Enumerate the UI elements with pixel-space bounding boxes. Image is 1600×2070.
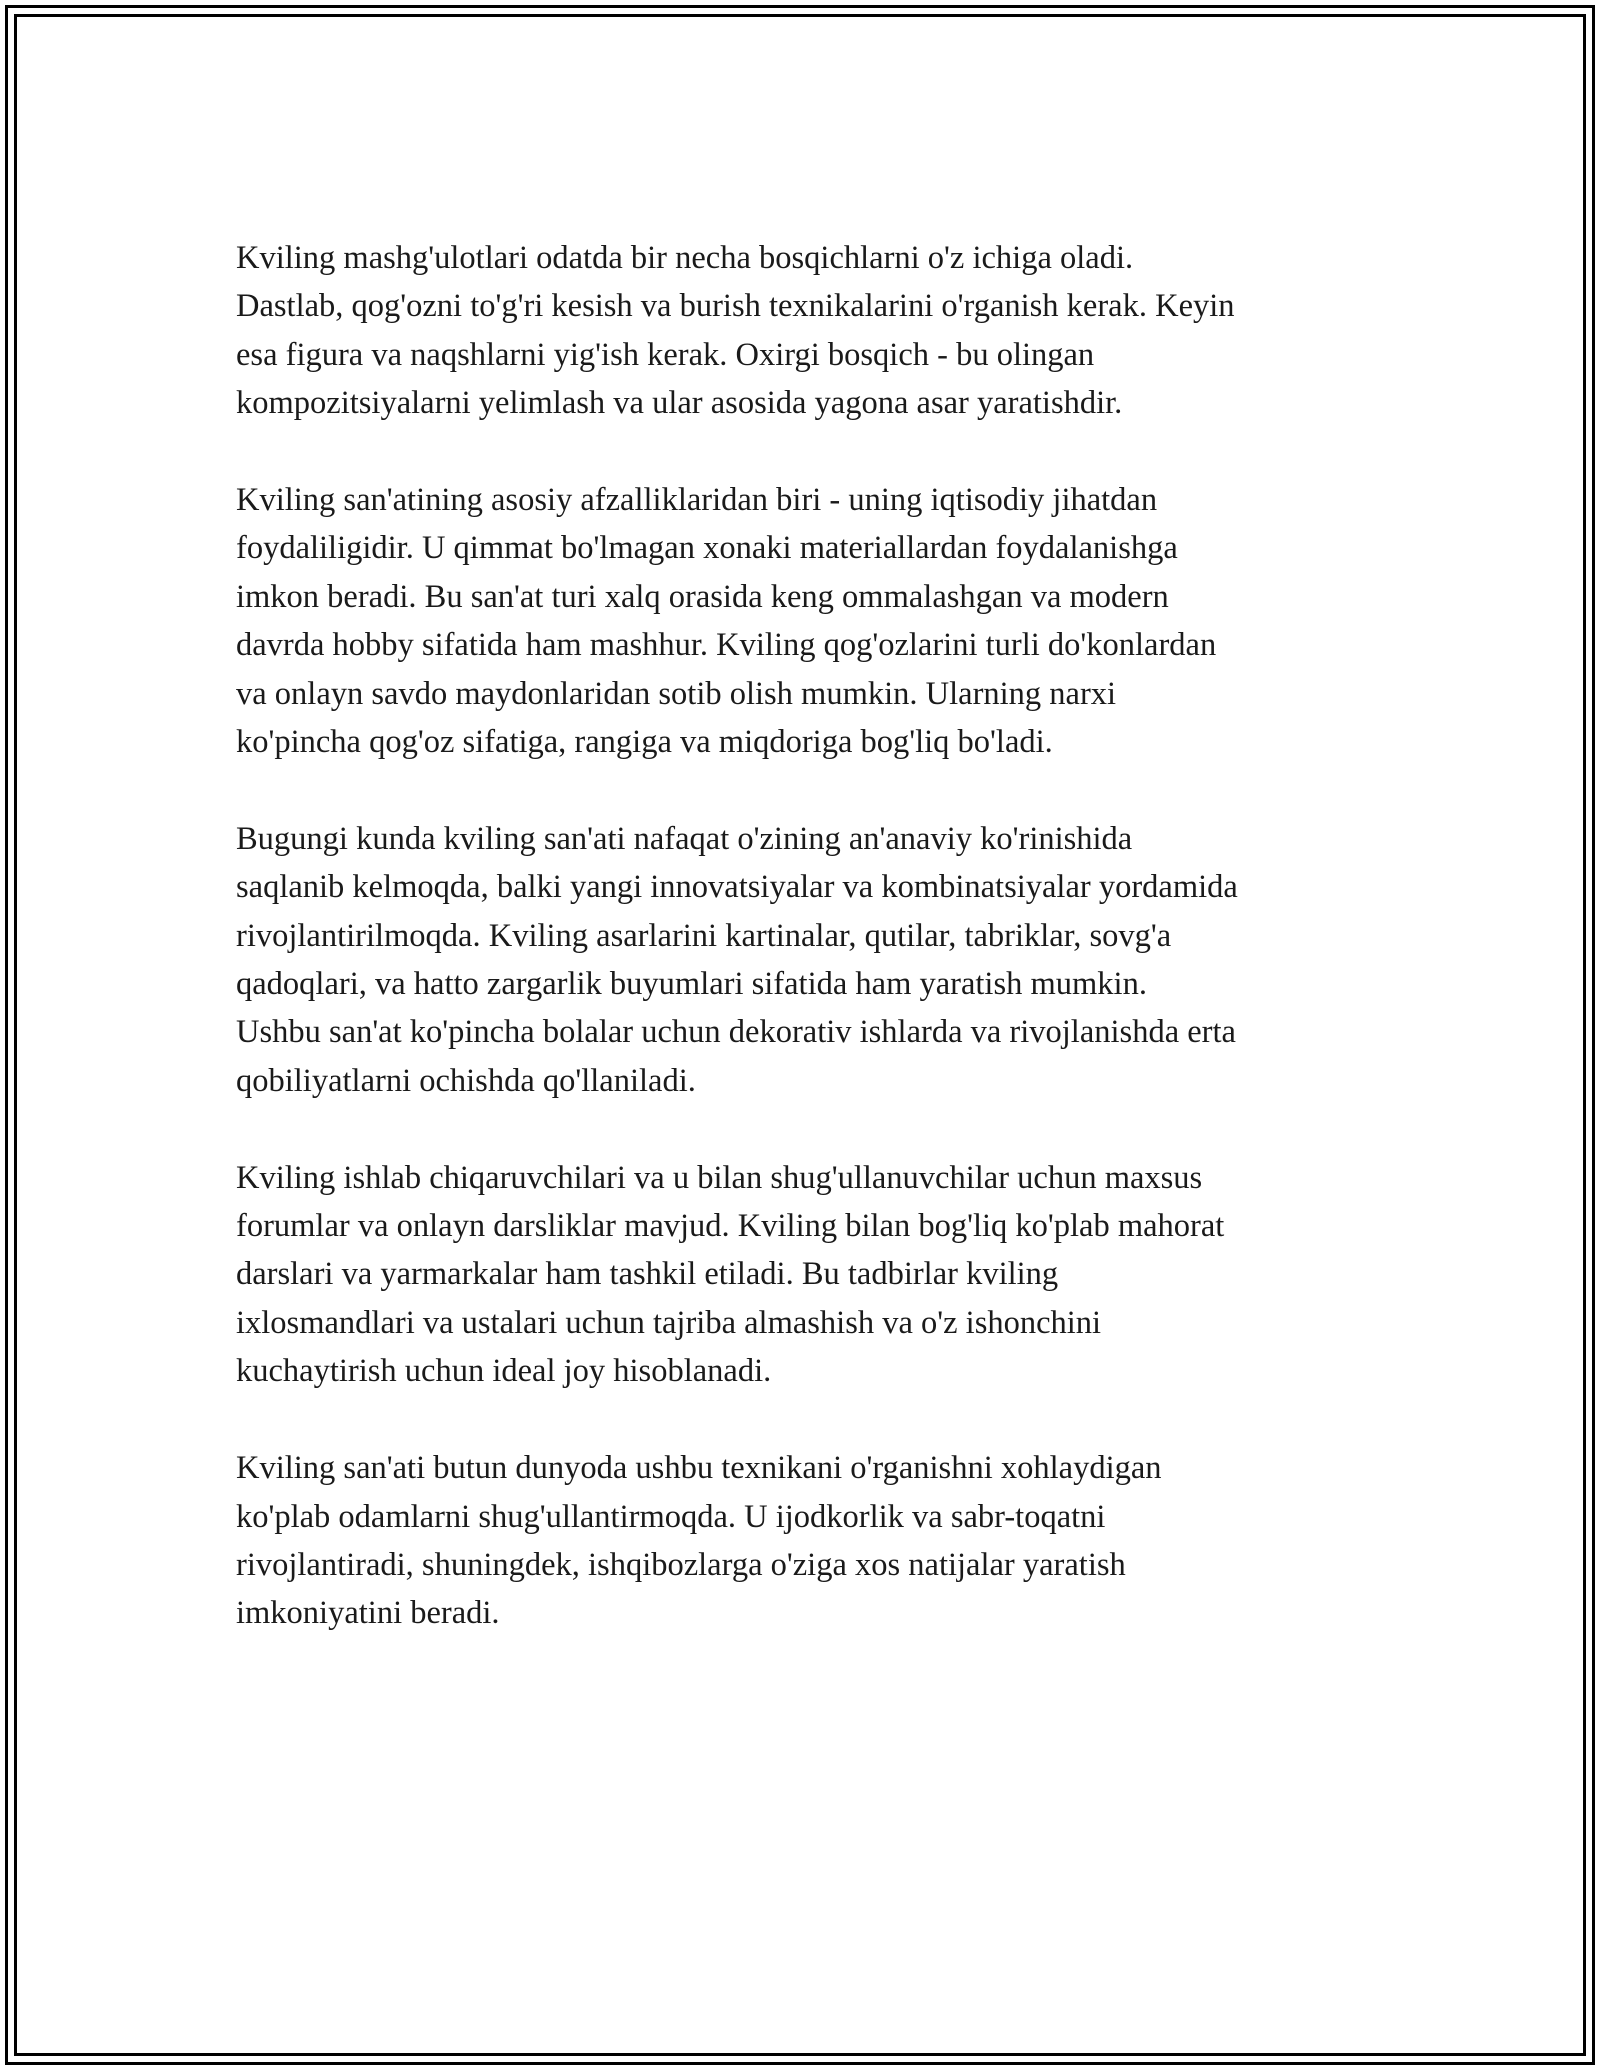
text-line: Kviling ishlab chiqaruvchilari va u bilan shug'ullanuvchilar uchun maxsus [236,1159,1203,1196]
text-line: saqlanib kelmoqda, balki yangi innovatsiyalar va kombinatsiyalar yordamida [236,869,1238,906]
text-line: ko'pincha qog'oz sifatiga, rangiga va miqdoriga bog'liq bo'ladi. [236,724,1053,761]
paragraph-5 [236,1444,1376,1638]
text-line: rivojlantiradi, shuningdek, ishqibozlarga o'ziga xos natijalar yaratish [236,1546,1126,1583]
text-line: darslari va yarmarkalar ham tashkil etiladi. Bu tadbirlar kviling [236,1256,1059,1293]
text-line: imkon beradi. Bu san'at turi xalq orasida keng ommalashgan va modern [236,578,1169,615]
text-line: ko'plab odamlarni shug'ullantirmoqda. U ijodkorlik va sabr-toqatni [236,1498,1106,1535]
text-line: Kviling san'ati butun dunyoda ushbu texnikani o'rganishni xohlaydigan [236,1450,1162,1487]
paragraph-4 [236,1154,1376,1396]
text-line: kompozitsiyalarni yelimlash va ular asosida yagona asar yaratishdir. [236,385,1123,422]
text-line: qadoqlari, va hatto zargarlik buyumlari sifatida ham yaratish mumkin. [236,966,1147,1003]
text-line: va onlayn savdo maydonlaridan sotib olish mumkin. Ularning narxi [236,675,1117,712]
text-line: esa figura va naqshlarni yig'ish kerak. Oxirgi bosqich - bu olingan [236,336,1095,373]
text-line: forumlar va onlayn darsliklar mavjud. Kviling bilan bog'liq ko'plab mahorat [236,1208,1225,1245]
text-line: davrda hobby sifatida ham mashhur. Kviling qog'ozlarini turli do'konlardan [236,627,1217,664]
text-line: Kviling san'atining asosiy afzalliklaridan biri - uning iqtisodiy jihatdan [236,482,1158,519]
paragraph-2 [236,476,1376,766]
text-line: Ushbu san'at ko'pincha bolalar uchun dekorativ ishlarda va rivojlanishda erta [236,1014,1236,1051]
text-line: Kviling mashg'ulotlari odatda bir necha bosqichlarni o'z ichiga oladi. [236,240,1134,276]
text-line: Dastlab, qog'ozni to'g'ri kesish va burish texnikalarini o'rganish kerak. Keyin [236,288,1235,325]
text-line: ixlosmandlari va ustalari uchun tajriba almashish va o'z ishonchini [236,1304,1102,1341]
text-line: qobiliyatlarni ochishda qo'llaniladi. [236,1062,696,1099]
paragraph-1 [236,234,1376,428]
paragraph-3 [236,815,1376,1105]
document-body [236,234,1376,1686]
text-line: Bugungi kunda kviling san'ati nafaqat o'zining an'anaviy ko'rinishida [236,820,1133,857]
text-line: imkoniyatini beradi. [236,1595,500,1632]
text-line: foydaliligidir. U qimmat bo'lmagan xonaki materiallardan foydalanishga [236,530,1178,567]
text-line: kuchaytirish uchun ideal joy hisoblanadi. [236,1353,772,1390]
text-line: rivojlantirilmoqda. Kviling asarlarini kartinalar, qutilar, tabriklar, sovg'a [236,917,1172,954]
